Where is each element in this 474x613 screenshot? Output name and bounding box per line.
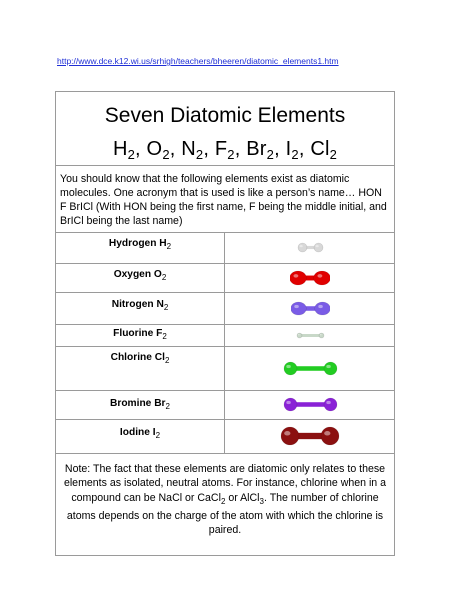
formula-item: $I_2$, (285, 138, 311, 162)
atom-sphere (314, 271, 330, 285)
molecule-model-oxygen (290, 269, 330, 287)
formula-item: $Br_2$, (246, 138, 286, 162)
atom-sphere (298, 243, 307, 252)
element-label-oxygen: Oxygen $O_2$ (113, 269, 167, 283)
molecule-model-chlorine (283, 360, 338, 377)
row-divider (56, 292, 394, 293)
row-divider (56, 390, 394, 391)
atom-sphere (319, 333, 324, 338)
atom-sphere (297, 333, 302, 338)
atom-sphere (314, 302, 329, 315)
page-title: Seven Diatomic Elements (104, 104, 346, 127)
molecule-model-iodine (280, 425, 340, 447)
atom-sphere (314, 243, 323, 252)
atom-sphere (324, 362, 337, 375)
element-label-chlorine: Chlorine $Cl_2$ (110, 352, 170, 366)
divider (56, 453, 394, 454)
source-link[interactable]: http://www.dce.k12.wi.us/srhigh/teachers/bheeren/diatomic_elements1.htm (57, 56, 339, 66)
divider (56, 232, 394, 233)
atom-sphere (324, 398, 337, 411)
bond (299, 334, 321, 337)
formula-item: $O_2$, (146, 138, 182, 162)
formula-line (56, 138, 394, 162)
element-label-iodine: Iodine $I_2$ (119, 427, 161, 441)
row-divider (56, 263, 394, 264)
element-label-bromine: Bromine $Br_2$ (110, 398, 170, 412)
atom-sphere (321, 427, 339, 445)
row-divider (56, 419, 394, 420)
note-text: Note: The fact that these elements are diatomic only relates to these elements as isolated, neutral atoms. For instance, chlorine when in a compound can be NaCl or CaCl$_2$ or AlCl$_3$. The number of chlorine atoms depends on the charge of the atom with which the chlorine is paired. (63, 463, 387, 537)
atom-sphere (290, 271, 306, 285)
molecule-model-hydrogen (297, 241, 324, 254)
divider (56, 165, 394, 166)
formula-item: $Cl_2$ (310, 138, 338, 162)
atom-sphere (281, 427, 299, 445)
row-divider (56, 346, 394, 347)
diatomic-elements-table (55, 91, 395, 556)
row-divider (56, 324, 394, 325)
molecule-model-fluorine (296, 331, 325, 340)
atom-sphere (291, 302, 306, 315)
formula-item: $H_2$, (112, 138, 147, 162)
element-label-hydrogen: Hydrogen $H_2$ (108, 238, 172, 252)
element-label-nitrogen: Nitrogen $N_2$ (111, 299, 169, 313)
molecule-model-nitrogen (291, 300, 330, 317)
element-label-fluorine: Fluorine $F_2$ (113, 328, 167, 342)
intro-text: You should know that the following elements exist as diatomic molecules. One acronym that is used is like a person’s name… HON F BrICl (With HON being the first name, F being the middle initial, and BrICl being the last name) (60, 173, 387, 227)
atom-sphere (284, 362, 297, 375)
molecule-model-bromine (283, 396, 338, 413)
formula-item: $N_2$, (181, 138, 215, 162)
formula-item: $F_2$, (214, 138, 247, 162)
atom-sphere (284, 398, 297, 411)
